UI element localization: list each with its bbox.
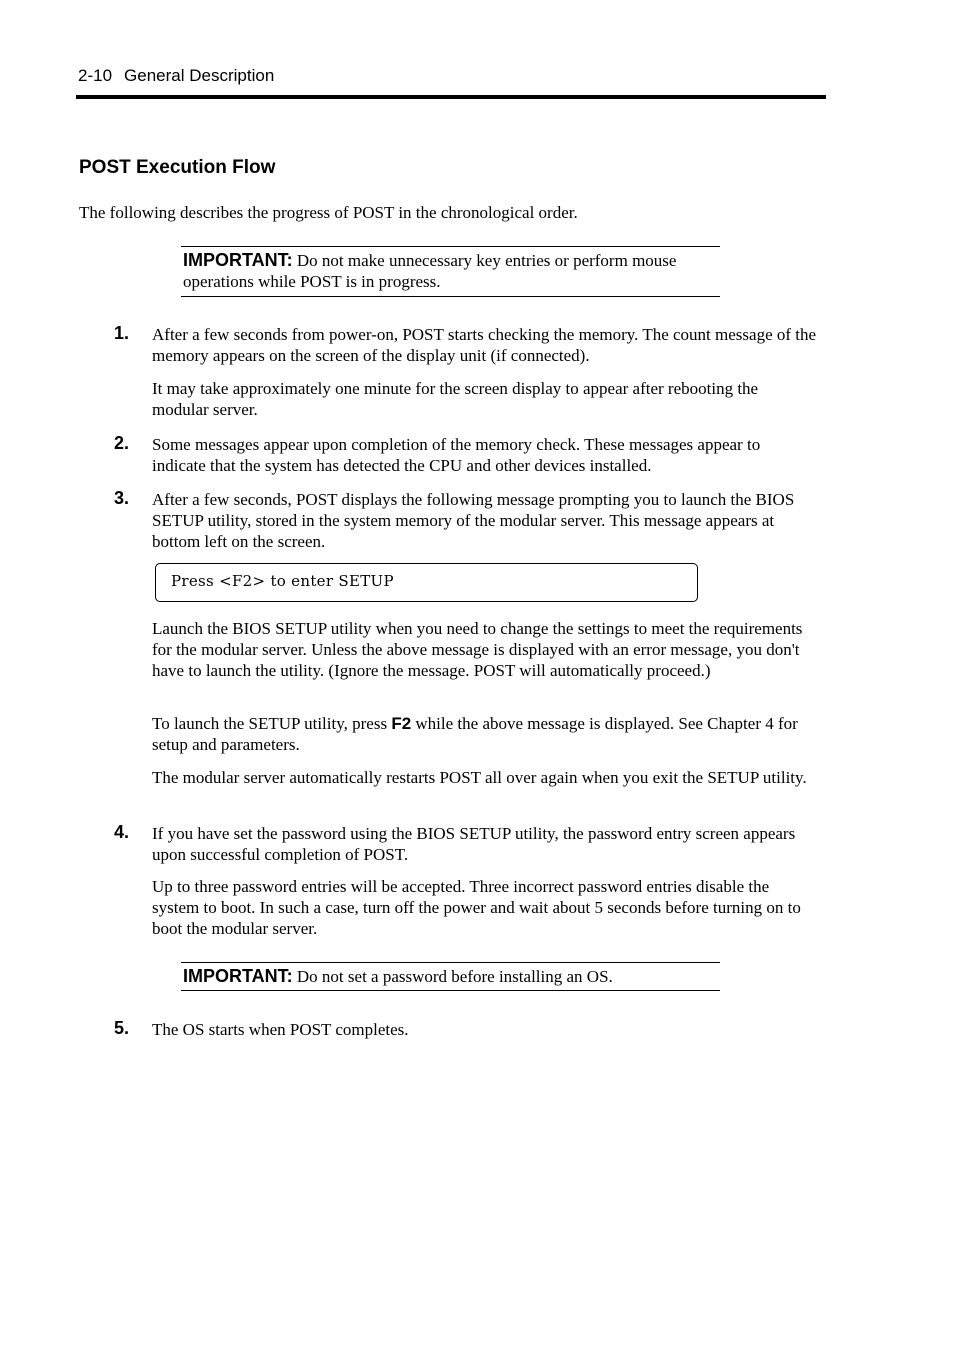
- step-number-1: 1.: [114, 323, 130, 343]
- chapter-title: General Description: [124, 66, 275, 85]
- step-3-text-after-key: while the above message is displayed. See Chapter 4 for setup and parameters.: [152, 714, 798, 754]
- step-5-paragraph-1: The OS starts when POST completes.: [152, 1020, 409, 1039]
- important-text: Do not make unnecessary key entries or perform mouse operations while POST is in progress.: [183, 251, 677, 291]
- step-3-paragraph-4: The modular server automatically restarts POST all over again when you exit the SETUP utility.: [152, 768, 807, 787]
- step-3-paragraph-1: After a few seconds, POST displays the following message prompting you to launch the BIOS SETUP utility, stored in the system memory of the modular server. This message appears at bottom left on the screen.: [152, 490, 795, 551]
- header-rule: [76, 95, 826, 99]
- step-number-5: 5.: [114, 1018, 130, 1038]
- important-label: IMPORTANT:: [183, 250, 293, 270]
- step-number-2: 2.: [114, 433, 130, 453]
- step-3-paragraph-2: Launch the BIOS SETUP utility when you need to change the settings to meet the requirements for the modular server. Unless the above message is displayed with an error message, you don't have to launch the utility. (Ignore the message. POST will automatically proceed.): [152, 619, 803, 680]
- step-3-text-before-key: To launch the SETUP utility, press: [152, 714, 392, 733]
- step-2-paragraph-1: Some messages appear upon completion of the memory check. These messages appear to indicate that the system has detected the CPU and other devices installed.: [152, 435, 761, 475]
- step-1-paragraph-2: It may take approximately one minute for the screen display to appear after rebooting the modular server.: [152, 379, 759, 419]
- setup-message-text: Press <F2> to enter SETUP: [171, 572, 394, 590]
- step-3-paragraph-3: [152, 713, 818, 755]
- important-note-1: [181, 246, 720, 297]
- important-label: IMPORTANT:: [183, 966, 293, 986]
- step-number-3: 3.: [114, 488, 130, 508]
- step-1-paragraph-1: After a few seconds from power-on, POST starts checking the memory. The count message of the memory appears on the screen of the display unit (if connected).: [152, 325, 817, 365]
- step-4-paragraph-1: If you have set the password using the BIOS SETUP utility, the password entry screen appears upon successful completion of POST.: [152, 824, 796, 864]
- important-note-2: [181, 962, 720, 991]
- section-title: POST Execution Flow: [79, 157, 276, 178]
- running-header: [78, 66, 274, 86]
- f2-key: F2: [391, 714, 412, 733]
- page-number: 2-10: [78, 66, 113, 85]
- important-text: Do not set a password before installing an OS.: [296, 967, 613, 986]
- step-number-4: 4.: [114, 822, 130, 842]
- intro-paragraph: The following describes the progress of POST in the chronological order.: [79, 203, 578, 222]
- step-4-paragraph-2: Up to three password entries will be accepted. Three incorrect password entries disable the system to boot. In such a case, turn off the power and wait about 5 seconds before turning on to boot the modular server.: [152, 877, 801, 938]
- setup-message-box: [155, 563, 698, 602]
